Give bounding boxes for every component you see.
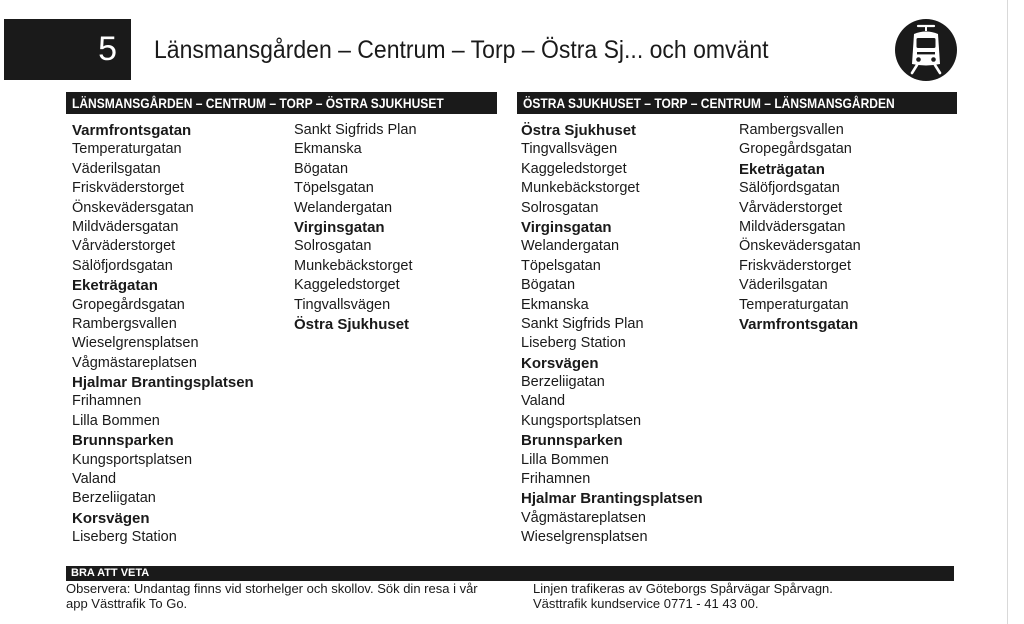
stop-item: Hjalmar Brantingsplatsen <box>72 374 254 392</box>
stop-item: Vårväderstorget <box>72 238 176 255</box>
stop-item: Rambergsvallen <box>72 315 177 332</box>
stop-item: Lilla Bommen <box>521 451 609 468</box>
info-operator <box>533 582 833 611</box>
stop-item: Tingvallsvägen <box>521 141 618 158</box>
stop-item: Väderilsgatan <box>72 160 161 177</box>
stop-item: Wieselgrensplatsen <box>521 529 648 546</box>
stop-item: Friskväderstorget <box>72 180 185 197</box>
stop-item: Kungsportsplatsen <box>521 412 642 429</box>
stop-item: Önskevädersgatan <box>72 199 194 216</box>
stop-item: Hjalmar Brantingsplatsen <box>521 490 703 508</box>
stop-item: Gropegårdsgatan <box>739 141 852 158</box>
line-number-badge: 5 <box>4 19 131 80</box>
stop-item: Valand <box>521 393 566 410</box>
stop-item: Korsvägen <box>72 509 150 527</box>
stop-item: Welandergatan <box>521 238 620 255</box>
stop-item: Berzeliigatan <box>521 374 605 391</box>
stop-item: Virginsgatan <box>521 218 612 236</box>
info-notice <box>66 582 478 611</box>
tram-icon <box>894 18 958 82</box>
stop-item: Liseberg Station <box>72 529 177 546</box>
stop-item: Töpelsgatan <box>521 257 601 274</box>
stop-item: Tingvallsvägen <box>294 296 391 313</box>
outbound-stops-column-2 <box>294 121 417 334</box>
return-stops-column-1 <box>521 121 703 548</box>
stop-item: Mildvädersgatan <box>739 218 846 235</box>
stop-item: Östra Sjukhuset <box>294 315 410 333</box>
stop-item: Mildvädersgatan <box>72 218 179 235</box>
stop-item: Bögatan <box>294 160 349 177</box>
stop-item: Sankt Sigfrids Plan <box>521 315 644 332</box>
stop-item: Frihamnen <box>521 471 591 488</box>
stop-item: Sälöfjordsgatan <box>72 257 173 274</box>
stop-item: Ekmanska <box>294 141 362 158</box>
stop-item: Sälöfjordsgatan <box>739 180 840 197</box>
stop-item: Solrosgatan <box>294 238 372 255</box>
stop-item: Temperaturgatan <box>72 141 182 158</box>
info-operator-line: Västtrafik kundservice 0771 - 41 43 00. <box>533 595 759 611</box>
stop-item: Valand <box>72 471 117 488</box>
stop-item: Munkebäckstorget <box>294 257 413 274</box>
stop-item: Sankt Sigfrids Plan <box>294 122 417 138</box>
stop-item: Virginsgatan <box>294 218 385 236</box>
stop-item: Önskevädersgatan <box>739 238 861 255</box>
stop-item: Frihamnen <box>72 393 142 410</box>
stop-item: Väderilsgatan <box>739 277 828 294</box>
stop-item: Kungsportsplatsen <box>72 451 193 468</box>
stop-item: Kaggeledstorget <box>521 160 627 177</box>
stop-item: Berzeliigatan <box>72 490 156 507</box>
stop-item: Gropegårdsgatan <box>72 296 185 313</box>
stop-item: Bögatan <box>521 277 576 294</box>
stop-item: Welandergatan <box>294 199 393 216</box>
stop-item: Friskväderstorget <box>739 257 852 274</box>
stop-item: Korsvägen <box>521 354 599 372</box>
stop-item: Vårväderstorget <box>739 199 843 216</box>
stop-item: Eketrägatan <box>739 160 825 178</box>
stop-item: Rambergsvallen <box>739 122 844 138</box>
stop-item: Vågmästareplatsen <box>521 509 646 526</box>
stop-item: Wieselgrensplatsen <box>72 335 199 352</box>
info-heading: BRA ATT VETA <box>66 566 954 581</box>
return-stops-column-2 <box>739 121 861 334</box>
stop-item: Varmfrontsgatan <box>72 122 192 139</box>
direction-header-return: ÖSTRA SJUKHUSET – TORP – CENTRUM – LÄNSMANSGÅRDEN <box>517 92 957 114</box>
stop-item: Solrosgatan <box>521 199 599 216</box>
info-notice-line: Observera: Undantag finns vid storhelger och skollov. Sök din resa i vår <box>66 581 478 596</box>
page-title: Länsmansgården – Centrum – Torp – Östra Sj... och omvänt <box>154 36 769 64</box>
stop-item: Östra Sjukhuset <box>521 122 637 139</box>
info-operator-line: Linjen trafikeras av Göteborgs Spårvägar Spårvagn. <box>533 581 833 596</box>
page-edge-divider <box>1007 0 1008 624</box>
stop-item: Liseberg Station <box>521 335 626 352</box>
stop-item: Kaggeledstorget <box>294 277 400 294</box>
stop-item: Temperaturgatan <box>739 296 849 313</box>
stop-item: Eketrägatan <box>72 277 158 295</box>
stop-item: Munkebäckstorget <box>521 180 640 197</box>
info-notice-line: app Västtrafik To Go. <box>66 595 188 611</box>
stop-item: Töpelsgatan <box>294 180 374 197</box>
stop-item: Brunnsparken <box>521 432 623 450</box>
stop-item: Vågmästareplatsen <box>72 354 197 371</box>
stop-item: Brunnsparken <box>72 432 174 450</box>
stop-item: Lilla Bommen <box>72 412 160 429</box>
outbound-stops-column-1 <box>72 121 254 548</box>
stop-item: Ekmanska <box>521 296 589 313</box>
direction-header-outbound: LÄNSMANSGÅRDEN – CENTRUM – TORP – ÖSTRA SJUKHUSET <box>66 92 497 114</box>
stop-item: Varmfrontsgatan <box>739 315 859 333</box>
